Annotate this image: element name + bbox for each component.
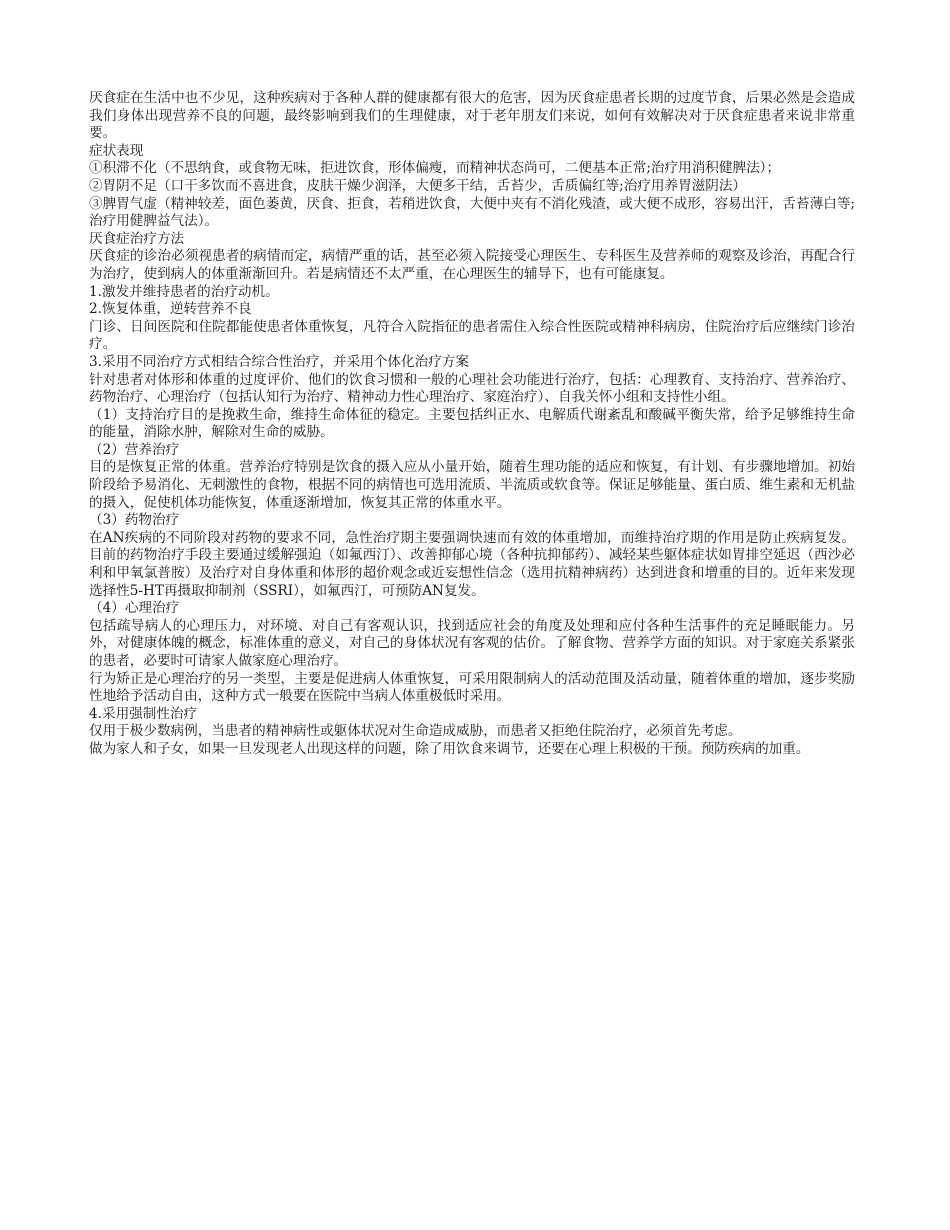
nutrition-therapy-paragraph: 目的是恢复正常的体重。营养治疗特别是饮食的摄入应从小量开始，随着生理功能的适应和恢复，有计划、有步骤地增加。初始阶段给予易消化、无刺激性的食物，根据不同的病情也可选用流质、半流质或软食等。保证足够能量、蛋白质、维生素和无机盐的摄入，促使机体功能恢复，体重逐渐增加，恢复其正常的体重水平。 [89,459,855,511]
behavior-therapy-paragraph: 行为矫正是心理治疗的另一类型，主要是促进病人体重恢复，可采用限制病人的活动范围及活动量，随着体重的增加，逐步奖励性地给予活动自由，这种方式一般要在医院中当病人体重极低时采用。 [89,670,855,705]
treatment-step-3: 3.采用不同治疗方式相结合综合性治疗，并采用个体化治疗方案 [89,353,469,370]
psychotherapy-paragraph: 包括疏导病人的心理压力，对环境、对自己有客观认识，找到适应社会的角度及处理和应付各种生活事件的充足睡眠能力。另外，对健康体魄的概念，标准体重的意义，对自己的身体状况有客观的估价。了解食物、营养学方面的知识。对于家庭关系紧张的患者，必要时可请家人做家庭心理治疗。 [89,617,855,669]
treatment-step-4: 4.采用强制性治疗 [89,705,198,722]
symptom-item-3: ③脾胃气虚（精神较差，面色萎黄，厌食、拒食，若稍进饮食，大便中夹有不消化残渣，或大便不成形，容易出汗，舌苔薄白等;治疗用健脾益气法）。 [89,195,855,230]
drug-therapy-paragraph: 在AN疾病的不同阶段对药物的要求不同，急性治疗期主要强调快速而有效的体重增加，而维持治疗期的作用是防止疾病复发。目前的药物治疗手段主要通过缓解强迫（如氟西汀）、改善抑郁心境（各种抗抑郁药）、减轻某些躯体症状如胃排空延迟（西沙必利和甲氧氯普胺）及治疗对自身体重和体形的超价观念或近妄想性信念（选用抗精神病药）达到进食和增重的目的。近年来发现选择性5-HT再摄取抑制剂（SSRI），如氟西汀，可预防AN复发。 [89,529,855,599]
symptom-item-1: ①积滞不化（不思纳食，或食物无味，拒进饮食，形体偏瘦，而精神状态尚可，二便基本正常;治疗用消积健脾法）； [89,160,781,177]
nutrition-therapy-heading: （2）营养治疗 [89,441,180,458]
treatment-step-2: 2.恢复体重，逆转营养不良 [89,301,252,318]
treatment-step-3-body: 针对患者对体形和体重的过度评价、他们的饮食习惯和一般的心理社会功能进行治疗，包括：心理教育、支持治疗、营养治疗、药物治疗、心理治疗（包括认知行为治疗、精神动力性心理治疗、家庭治疗）、自我关怀小组和支持性小组。 [89,371,855,406]
treatment-intro-paragraph: 厌食症的诊治必须视患者的病情而定，病情严重的话，甚至必须入院接受心理医生、专科医生及营养师的观察及诊治，再配合行为治疗，使到病人的体重渐渐回升。若是病情还不太严重，在心理医生的辅导下，也有可能康复。 [89,248,855,282]
section-heading-symptoms: 症状表现 [89,142,144,159]
section-heading-treatment: 厌食症治疗方法 [89,230,185,247]
support-therapy-paragraph: （1）支持治疗目的是挽救生命，维持生命体征的稳定。主要包括纠正水、电解质代谢紊乱和酸碱平衡失常，给予足够维持生命的能量，消除水肿，解除对生命的威胁。 [89,406,855,441]
psychotherapy-heading: （4）心理治疗 [89,600,180,617]
closing-paragraph: 做为家人和子女，如果一旦发现老人出现这样的问题，除了用饮食来调节，还要在心理上积极的干预。预防疾病的加重。 [89,740,810,757]
drug-therapy-heading: （3）药物治疗 [89,512,180,529]
document-body [89,90,855,759]
symptom-item-2: ②胃阴不足（口干多饮而不喜进食，皮肤干燥少润泽，大便多干结，舌苔少，舌质偏红等;治疗用养胃滋阴法） [89,177,747,194]
treatment-step-1: 1.激发并维持患者的治疗动机。 [89,283,279,300]
intro-paragraph: 厌食症在生活中也不少见，这种疾病对于各种人群的健康都有很大的危害，因为厌食症患者长期的过度节食，后果必然是会造成我们身体出现营养不良的问题，最终影响到我们的生理健康，对于老年朋友们来说，如何有效解决对于厌食症患者来说非常重要。 [89,90,855,142]
compulsory-treatment-paragraph: 仅用于极少数病例，当患者的精神病性或躯体状况对生命造成威胁，而患者又拒绝住院治疗，必须首先考虑。 [89,723,742,740]
treatment-step-2-body: 门诊、日间医院和住院都能使患者体重恢复，凡符合入院指征的患者需住入综合性医院或精神科病房，住院治疗后应继续门诊治疗。 [89,318,855,353]
